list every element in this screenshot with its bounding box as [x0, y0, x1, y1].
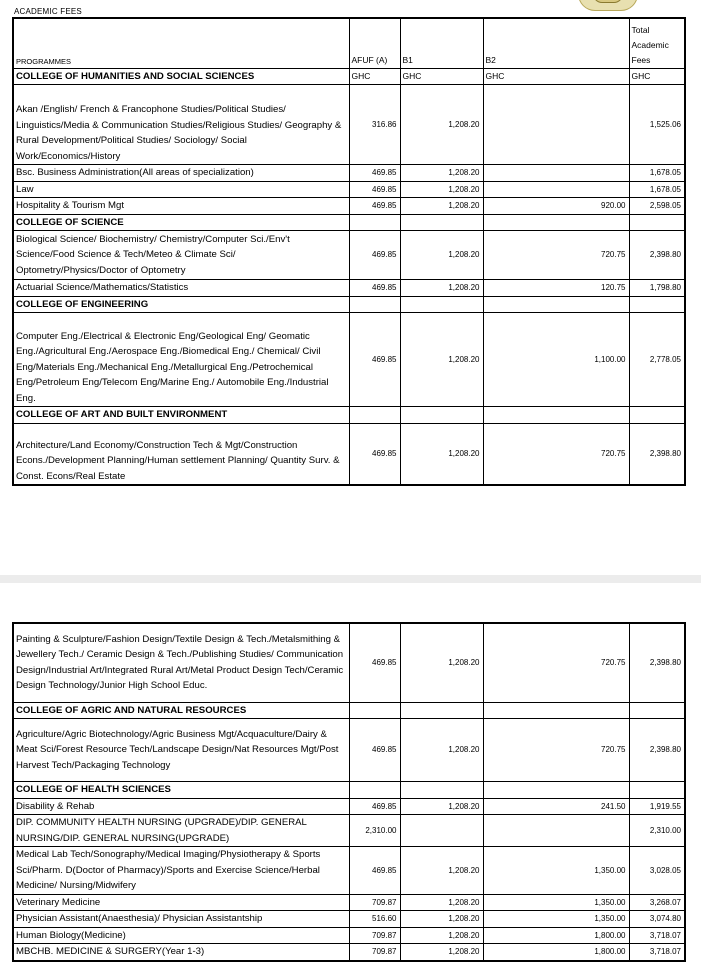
total-cell: 1,525.06: [629, 85, 685, 165]
college-name: COLLEGE OF ART AND BUILT ENVIRONMENT: [13, 407, 349, 424]
programme-cell: Actuarial Science/Mathematics/Statistics: [13, 280, 349, 297]
b1-cell: [400, 815, 483, 847]
programme-cell: Veterinary Medicine: [13, 894, 349, 911]
fees-table-top: [12, 17, 686, 486]
b2-cell: 1,350.00: [483, 911, 629, 928]
total-cell: 1,798.80: [629, 280, 685, 297]
total-cell: 2,598.05: [629, 198, 685, 215]
afuf-cell: 469.85: [349, 719, 400, 782]
b2-cell: 1,800.00: [483, 944, 629, 961]
afuf-cell: 469.85: [349, 280, 400, 297]
programme-cell: DIP. COMMUNITY HEALTH NURSING (UPGRADE)/DIP. GENERAL NURSING/DIP. GENERAL NURSING(UPGRADE): [13, 815, 349, 847]
programme-cell: Architecture/Land Economy/Construction Tech & Mgt/Construction Econs./Development Planning/Human settlement Planning/ Quantity Surv. & Const. Econs/Real Estate: [13, 423, 349, 485]
b2-header: B2: [483, 18, 629, 68]
afuf-cell: 469.85: [349, 165, 400, 182]
total-cell: 1,919.55: [629, 798, 685, 815]
b1-cell: 1,208.20: [400, 623, 483, 702]
b1-cell: 1,208.20: [400, 280, 483, 297]
b1-cell: 1,208.20: [400, 85, 483, 165]
total-cell: 3,028.05: [629, 847, 685, 895]
college-name: COLLEGE OF ENGINEERING: [13, 296, 349, 313]
programmes-header: PROGRAMMES: [13, 18, 349, 68]
programme-cell: Biological Science/ Biochemistry/ Chemistry/Computer Sci./Env't Science/Food Science & Tech/Meteo & Climate Sci/ Optometry/Physics/Doctor of Optometry: [13, 231, 349, 280]
programme-cell: Physician Assistant(Anaesthesia)/ Physician Assistantship: [13, 911, 349, 928]
programme-cell: Hospitality & Tourism Mgt: [13, 198, 349, 215]
currency-label: GHC: [629, 68, 685, 85]
programme-cell: Law: [13, 181, 349, 198]
total-cell: 3,074.80: [629, 911, 685, 928]
afuf-cell: 469.85: [349, 313, 400, 407]
afuf-cell: 709.87: [349, 894, 400, 911]
afuf-cell: 709.87: [349, 927, 400, 944]
total-cell: 2,398.80: [629, 623, 685, 702]
b2-cell: 1,100.00: [483, 313, 629, 407]
total-cell: 1,678.05: [629, 181, 685, 198]
b1-cell: 1,208.20: [400, 894, 483, 911]
afuf-cell: 2,310.00: [349, 815, 400, 847]
b2-cell: [483, 85, 629, 165]
programme-cell: Bsc. Business Administration(All areas of specialization): [13, 165, 349, 182]
college-name: COLLEGE OF AGRIC AND NATURAL RESOURCES: [13, 702, 349, 719]
programme-cell: Human Biology(Medicine): [13, 927, 349, 944]
b2-cell: [483, 181, 629, 198]
currency-label: GHC: [400, 68, 483, 85]
total-cell: 3,268.07: [629, 894, 685, 911]
programme-cell: Computer Eng./Electrical & Electronic Eng/Geological Eng/ Geomatic Eng./Agricultural Eng./Aerospace Eng./Biomedical Eng./ Chemical/ Civil Eng/Materials Eng./Mechanical Eng./Metallurgical Eng./Petrochemical Eng/Petroleum Eng/Telecom Eng/Marine Eng./ Automobile Eng./Industrial Eng.: [13, 313, 349, 407]
programme-cell: Painting & Sculpture/Fashion Design/Textile Design & Tech./Metalsmithing & Jewellery Tech./ Ceramic Design & Tech./Publishing Studies/ Communication Design/Industrial Art/Integrated Rural Art/Metal Product Design Tech/Ceramic Design Technology/Junior High School Educ.: [13, 623, 349, 702]
afuf-cell: 469.85: [349, 181, 400, 198]
b1-cell: 1,208.20: [400, 231, 483, 280]
b1-cell: 1,208.20: [400, 927, 483, 944]
b1-cell: 1,208.20: [400, 313, 483, 407]
currency-label: GHC: [483, 68, 629, 85]
currency-label: GHC: [349, 68, 400, 85]
b1-cell: 1,208.20: [400, 798, 483, 815]
b2-cell: 720.75: [483, 623, 629, 702]
total-cell: 3,718.07: [629, 944, 685, 961]
page-title: ACADEMIC FEES: [14, 7, 82, 16]
total-cell: 2,398.80: [629, 231, 685, 280]
b1-cell: 1,208.20: [400, 911, 483, 928]
fees-table-bottom: [12, 622, 686, 962]
afuf-cell: 709.87: [349, 944, 400, 961]
b1-cell: 1,208.20: [400, 423, 483, 485]
afuf-cell: 469.85: [349, 231, 400, 280]
afuf-cell: 516.60: [349, 911, 400, 928]
b2-cell: 720.75: [483, 231, 629, 280]
b1-cell: 1,208.20: [400, 181, 483, 198]
programme-cell: MBCHB. MEDICINE & SURGERY(Year 1-3): [13, 944, 349, 961]
total-cell: 2,778.05: [629, 313, 685, 407]
programme-cell: Akan /English/ French & Francophone Studies/Political Studies/ Linguistics/Media & Communication Studies/Religious Studies/ Geography & Rural Development/Political Studies/ Sociology/ Social Work/Economics/History: [13, 85, 349, 165]
afuf-cell: 469.85: [349, 423, 400, 485]
b1-cell: 1,208.20: [400, 198, 483, 215]
b2-cell: [483, 165, 629, 182]
b2-cell: 920.00: [483, 198, 629, 215]
total-cell: 1,678.05: [629, 165, 685, 182]
programme-cell: Medical Lab Tech/Sonography/Medical Imaging/Physiotherapy & Sports Sci/Pharm. D(Doctor of Pharmacy)/Sports and Exercise Science/Herbal Medicine/ Nursing/Midwifery: [13, 847, 349, 895]
b2-cell: 720.75: [483, 719, 629, 782]
b2-cell: 1,350.00: [483, 847, 629, 895]
total-cell: 2,310.00: [629, 815, 685, 847]
programme-cell: Agriculture/Agric Biotechnology/Agric Business Mgt/Acquaculture/Dairy & Meat Sci/Forest Resource Tech/Landscape Design/Nat Resources Mgt/Post Harvest Tech/Packaging Technology: [13, 719, 349, 782]
total-cell: 2,398.80: [629, 719, 685, 782]
college-name: COLLEGE OF HUMANITIES AND SOCIAL SCIENCES: [13, 68, 349, 85]
b2-cell: 241.50: [483, 798, 629, 815]
b1-header: B1: [400, 18, 483, 68]
total-header: Total Academic Fees: [629, 18, 685, 68]
total-cell: 2,398.80: [629, 423, 685, 485]
college-name: COLLEGE OF HEALTH SCIENCES: [13, 782, 349, 799]
page-break: [0, 575, 701, 583]
afuf-cell: 469.85: [349, 847, 400, 895]
college-name: COLLEGE OF SCIENCE: [13, 214, 349, 231]
b1-cell: 1,208.20: [400, 944, 483, 961]
afuf-cell: 469.85: [349, 198, 400, 215]
total-cell: 3,718.07: [629, 927, 685, 944]
b2-cell: 720.75: [483, 423, 629, 485]
afuf-cell: 469.85: [349, 798, 400, 815]
afuf-header: AFUF (A): [349, 18, 400, 68]
b2-cell: 1,350.00: [483, 894, 629, 911]
b1-cell: 1,208.20: [400, 847, 483, 895]
afuf-cell: 316.86: [349, 85, 400, 165]
b1-cell: 1,208.20: [400, 165, 483, 182]
b2-cell: 120.75: [483, 280, 629, 297]
afuf-cell: 469.85: [349, 623, 400, 702]
b2-cell: [483, 815, 629, 847]
programme-cell: Disability & Rehab: [13, 798, 349, 815]
b2-cell: 1,800.00: [483, 927, 629, 944]
b1-cell: 1,208.20: [400, 719, 483, 782]
university-crest-icon: [578, 0, 638, 11]
